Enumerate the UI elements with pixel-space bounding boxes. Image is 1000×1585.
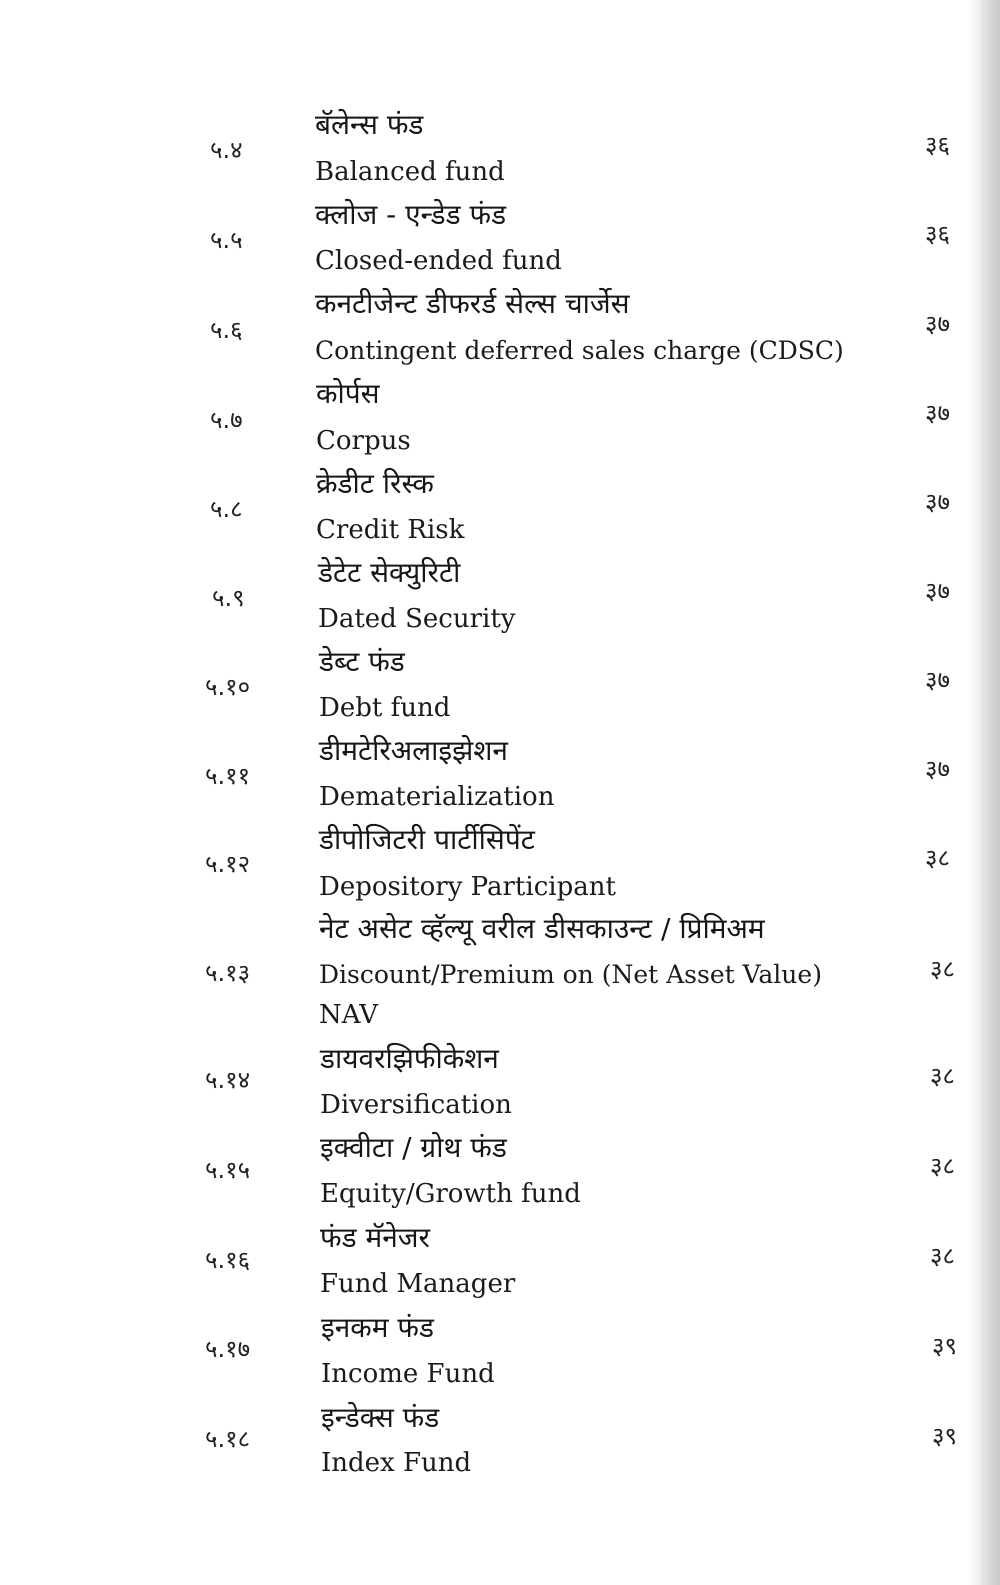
entry-title-english: Index Fund — [321, 1448, 472, 1478]
entry-number: ५.७ — [210, 406, 243, 434]
entry-page-number: ३७ — [925, 755, 950, 783]
entry-page-number: ३८ — [930, 1152, 955, 1180]
entry-number: ५.१८ — [205, 1425, 251, 1453]
entry-title-hindi: इन्डेक्स फंड — [321, 1401, 440, 1434]
entry-number: ५.१६ — [205, 1246, 251, 1274]
entry-number: ५.४ — [210, 136, 243, 164]
entry-title-english: Fund Manager — [320, 1269, 516, 1299]
entry-number: ५.१२ — [205, 850, 251, 878]
entry-title-english: Credit Risk — [316, 515, 465, 545]
entry-page-number: ३८ — [930, 1242, 955, 1270]
entry-page-number: ३७ — [925, 666, 950, 694]
entry-page-number: ३९ — [932, 1332, 957, 1360]
entry-title-english: Discount/Premium on (Net Asset Value) — [319, 960, 822, 989]
entry-number: ५.८ — [210, 495, 243, 523]
entry-page-number: ३८ — [930, 955, 955, 983]
entry-title-english: Dematerialization — [319, 782, 555, 812]
entry-title-english: Income Fund — [321, 1359, 495, 1389]
entry-title-english: Closed-ended fund — [315, 246, 562, 276]
entry-title-hindi: बॅलेन्स फंड — [315, 108, 424, 141]
entry-number: ५.१७ — [205, 1335, 251, 1363]
entry-title-english: Contingent deferred sales charge (CDSC) — [315, 336, 844, 365]
entry-title-english: Depository Participant — [319, 872, 616, 902]
entry-page-number: ३७ — [925, 577, 950, 605]
entry-number: ५.१० — [205, 673, 251, 701]
entry-page-number: ३७ — [925, 488, 950, 516]
entry-title-hindi: क्लोज - एन्डेड फंड — [315, 198, 507, 231]
entry-title-hindi: नेट असेट व्हॅल्यू वरील डीसकाउन्ट / प्रिमिअम — [319, 912, 765, 945]
entry-number: ५.१३ — [205, 959, 251, 987]
entry-title-hindi: फंड मॅनेजर — [320, 1221, 430, 1254]
entry-page-number: ३८ — [930, 1062, 955, 1090]
entry-title-english: Corpus — [316, 426, 411, 456]
entry-title-hindi: डायवरझिफीकेशन — [320, 1042, 499, 1075]
entry-page-number: ३८ — [925, 844, 950, 872]
entry-page-number: ३६ — [925, 220, 950, 248]
entry-page-number: ३७ — [925, 399, 950, 427]
entry-number: ५.९ — [212, 584, 245, 612]
entry-title-english: Dated Security — [318, 604, 516, 634]
entry-title-hindi: इक्वीटा / ग्रोथ फंड — [320, 1131, 507, 1164]
entry-number: ५.५ — [210, 226, 243, 254]
entry-page-number: ३७ — [925, 310, 950, 338]
entry-title-english-continued: NAV — [319, 1000, 379, 1030]
entry-title-hindi: डीमटेरिअलाइझेशन — [319, 734, 508, 767]
entry-number: ५.६ — [210, 316, 243, 344]
entry-title-hindi: कनटीजेन्ट डीफरर्ड सेल्स चार्जेस — [315, 287, 630, 320]
entry-number: ५.१५ — [205, 1156, 251, 1184]
entry-title-hindi: डेब्ट फंड — [319, 645, 405, 678]
entry-title-hindi: डीपोजिटरी पार्टीसिपेंट — [319, 823, 535, 856]
entry-title-hindi: क्रेडीट रिस्क — [316, 467, 434, 500]
entry-title-english: Balanced fund — [315, 157, 505, 187]
entry-title-hindi: डेटेट सेक्युरिटी — [318, 556, 461, 589]
entry-page-number: ३६ — [925, 131, 950, 159]
entry-title-english: Equity/Growth fund — [320, 1179, 581, 1209]
entry-number: ५.१४ — [205, 1066, 251, 1094]
entry-title-hindi: इनकम फंड — [321, 1311, 435, 1344]
entry-title-english: Debt fund — [319, 693, 451, 723]
entry-page-number: ३९ — [932, 1422, 957, 1450]
entry-title-english: Diversification — [320, 1090, 512, 1120]
entry-number: ५.११ — [205, 762, 251, 790]
entry-title-hindi: कोर्पस — [316, 377, 380, 410]
